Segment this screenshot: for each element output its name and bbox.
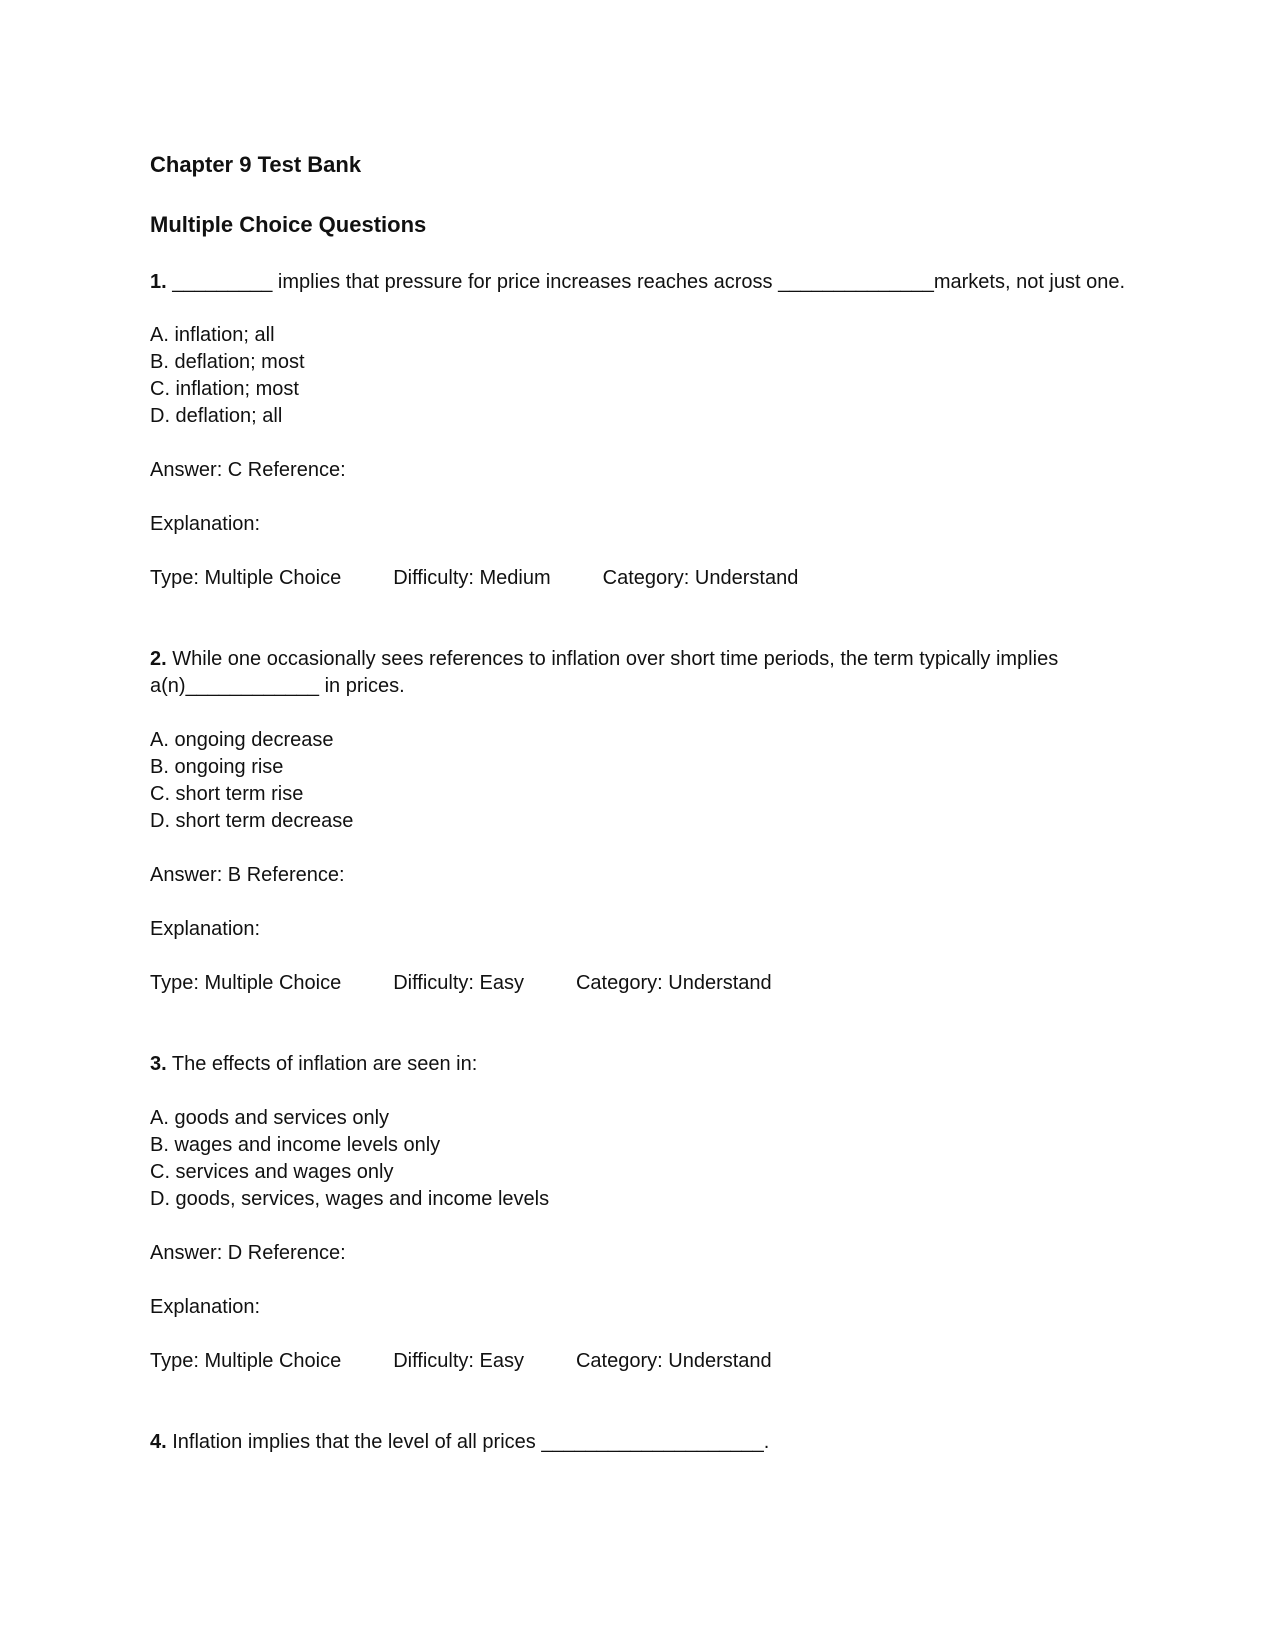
question-1-answer: Answer: C Reference: [150,459,346,481]
question-3-stem [150,1051,477,1078]
question-text: _________ implies that pressure for price increases reaches across ______________markets, not just one. [166,271,1126,293]
question-3-explanation: Explanation: [150,1296,261,1318]
question-3-option-c: C. services and wages only [150,1161,394,1183]
question-2-option-d: D. short term decrease [150,810,354,832]
question-number: 2. [150,648,167,670]
document-title: Chapter 9 Test Bank [150,152,362,177]
question-2-answer: Answer: B Reference: [150,864,345,886]
question-2-option-a: A. ongoing decrease [150,729,334,751]
question-text: Inflation implies that the level of all prices ____________________. [166,1431,770,1453]
question-difficulty: Difficulty: Easy [393,1350,524,1372]
question-category: Category: Understand [602,567,799,589]
question-3-answer: Answer: D Reference: [150,1242,346,1264]
section-heading: Multiple Choice Questions [150,212,427,237]
question-1-stem [150,269,1125,296]
question-1-explanation: Explanation: [150,513,261,535]
question-category: Category: Understand [575,972,772,994]
question-3-option-a: A. goods and services only [150,1107,390,1129]
question-text: While one occasionally sees references to inflation over short time periods, the term typically implies [166,648,1059,670]
question-1-option-b: B. deflation; most [150,351,305,373]
question-type: Type: Multiple Choice [150,972,342,994]
question-1-option-a: A. inflation; all [150,324,275,346]
question-2-stem-line-2: a(n)____________ in prices. [150,675,405,697]
question-1-metadata [150,565,798,592]
question-1-option-d: D. deflation; all [150,405,283,427]
question-1-option-c: C. inflation; most [150,378,299,400]
question-difficulty: Difficulty: Easy [393,972,524,994]
question-2-option-b: B. ongoing rise [150,756,284,778]
question-2-metadata [150,970,772,997]
question-number: 1. [150,271,167,293]
question-3-option-b: B. wages and income levels only [150,1134,441,1156]
question-type: Type: Multiple Choice [150,1350,342,1372]
question-number: 3. [150,1053,167,1075]
question-difficulty: Difficulty: Medium [393,567,551,589]
question-2-option-c: C. short term rise [150,783,304,805]
question-text: The effects of inflation are seen in: [166,1053,478,1075]
question-3-option-d: D. goods, services, wages and income levels [150,1188,550,1210]
question-2-stem [150,646,1058,673]
question-category: Category: Understand [575,1350,772,1372]
question-number: 4. [150,1431,167,1453]
question-2-explanation: Explanation: [150,918,261,940]
question-3-metadata [150,1348,772,1375]
question-4-stem [150,1429,769,1456]
question-type: Type: Multiple Choice [150,567,342,589]
